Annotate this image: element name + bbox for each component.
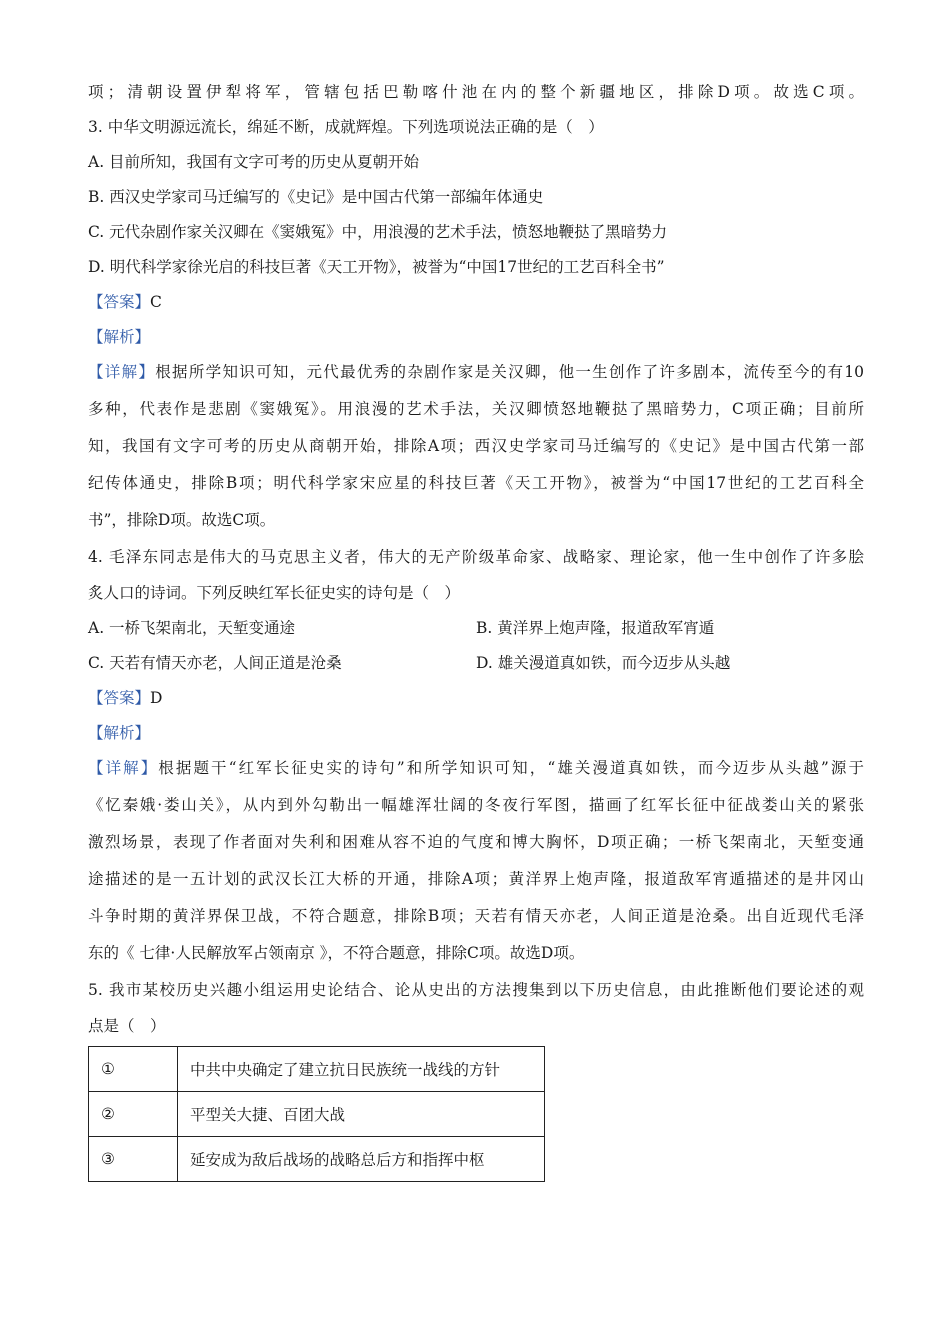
text-line: 项；清朝设置伊犁将军，管辖包括巴勒喀什池在内的整个新疆地区，排除D项。故选C项。 [88,83,864,101]
row-text: 中共中央确定了建立抗日民族统一战线的方针 [178,1047,545,1092]
row-number: ① [89,1047,178,1092]
table-row [89,1047,545,1092]
option-3c: C. 元代杂剧作家关汉卿在《窦娥冤》中，用浪漫的艺术手法，愤怒地鞭挞了黑暗势力 [88,223,668,241]
row-number: ② [89,1092,178,1137]
answer-value: D [150,689,163,707]
option-4d: D. 雄关漫道真如铁，而今迈步从头越 [476,654,731,672]
explanation-3-line: 书”，排除D项。故选C项。 [88,511,276,529]
question-5-cont: 点是（ ） [88,1017,166,1035]
table-row [89,1137,545,1182]
explanation-3-line: 知，我国有文字可考的历史从商朝开始，排除A项；西汉史学家司马迁编写的《史记》是中国古代第一部 [88,437,864,455]
explanation-text: 根据题干“红军长征史实的诗句”和所学知识可知，“雄关漫道真如铁，而今迈步从头越”源于 [158,759,864,777]
explanation-4-line [88,757,864,779]
answer-tag: 【答案】 [88,689,151,707]
detail-tag: 【详解】 [88,759,159,777]
info-table [88,1046,545,1182]
table-row [89,1092,545,1137]
option-3a: A. 目前所知，我国有文字可考的历史从夏朝开始 [88,153,420,171]
explanation-3-line: 纪传体通史，排除B项；明代科学家宋应星的科技巨著《天工开物》，被誉为“中国17世纪的工艺百科全 [88,474,864,492]
explanation-3-line [88,361,864,383]
question-4: 4. 毛泽东同志是伟大的马克思主义者，伟大的无产阶级革命家、战略家、理论家，他一生中创作了许多脍 [88,548,864,566]
explanation-4-line: 激烈场景，表现了作者面对失利和困难从容不迫的气度和博大胸怀，D项正确；一桥飞架南北，天堑变通 [88,833,864,851]
option-4a: A. 一桥飞架南北，天堑变通途 [88,619,296,637]
explanation-4-line: 东的《 七律·人民解放军占领南京 》，不符合题意，排除C项。故选D项。 [88,944,585,962]
explanation-4-line: 斗争时期的黄洋界保卫战，不符合题意，排除B项；天若有情天亦老，人间正道是沧桑。出自近现代毛泽 [88,907,864,925]
option-3b: B. 西汉史学家司马迁编写的《史记》是中国古代第一部编年体通史 [88,188,544,206]
analysis-tag-3: 【解析】 [88,328,151,346]
answer-tag: 【答案】 [88,293,151,311]
row-number: ③ [89,1137,178,1182]
option-3d: D. 明代科学家徐光启的科技巨著《天工开物》，被誉为“中国17世纪的工艺百科全书” [88,258,665,276]
explanation-text: 根据所学知识可知，元代最优秀的杂剧作家是关汉卿，他一生创作了许多剧本，流传至今的有10 [155,363,864,381]
option-4c: C. 天若有情天亦老，人间正道是沧桑 [88,654,342,672]
question-3: 3. 中华文明源远流长，绵延不断，成就辉煌。下列选项说法正确的是（ ） [88,118,604,136]
question-4-cont: 炙人口的诗词。下列反映红军长征史实的诗句是（ ） [88,584,461,602]
explanation-3-line: 多种，代表作是悲剧《窦娥冤》。用浪漫的艺术手法，关汉卿愤怒地鞭挞了黑暗势力，C项正确；目前所 [88,400,864,418]
question-5: 5. 我市某校历史兴趣小组运用史论结合、论从史出的方法搜集到以下历史信息，由此推断他们要论述的观 [88,981,864,999]
explanation-4-line: 《忆秦娥·娄山关》，从内到外勾勒出一幅雄浑壮阔的冬夜行军图，描画了红军长征中征战娄山关的紧张 [88,796,864,814]
option-4b: B. 黄洋界上炮声隆，报道敌军宵遁 [476,619,715,637]
answer-3 [88,291,162,313]
row-text: 平型关大捷、百团大战 [178,1092,545,1137]
answer-value: C [150,293,162,311]
explanation-4-line: 途描述的是一五计划的武汉长江大桥的开通，排除A项；黄洋界上炮声隆，报道敌军宵遁描述的是井冈山 [88,870,864,888]
row-text: 延安成为敌后战场的战略总后方和指挥中枢 [178,1137,545,1182]
answer-4 [88,687,162,709]
analysis-tag-4: 【解析】 [88,724,151,742]
detail-tag: 【详解】 [88,363,156,381]
